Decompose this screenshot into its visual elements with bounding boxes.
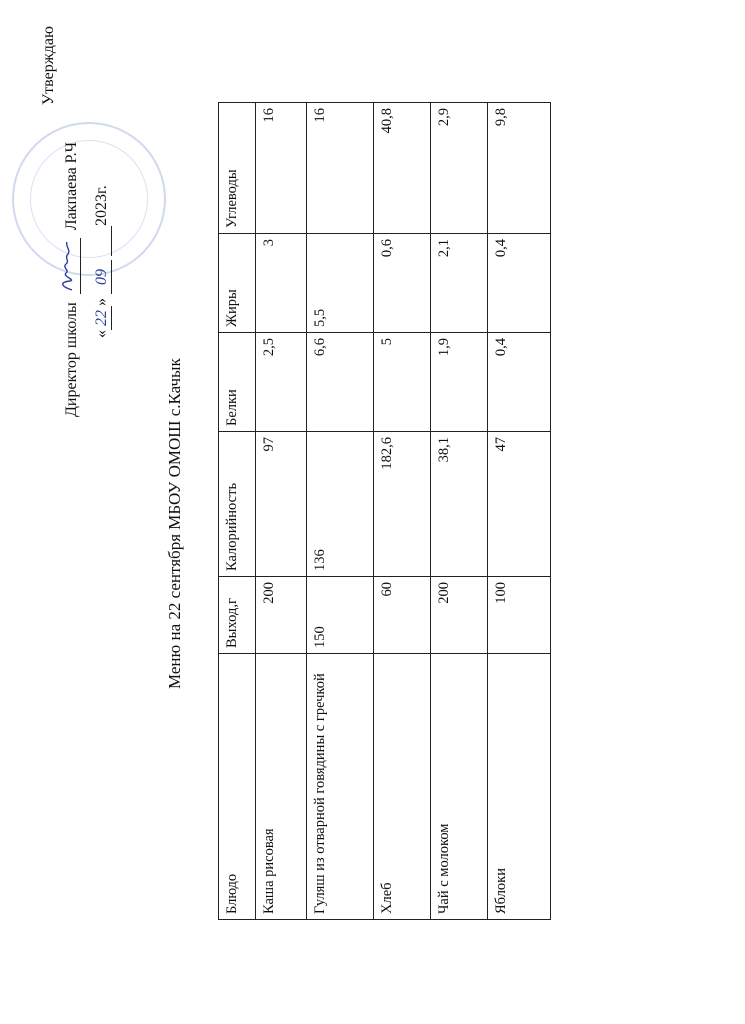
dish-cell: Гуляш из отварной говядины с гречкой — [307, 654, 374, 920]
table-row — [488, 103, 551, 920]
header-cell: Белки — [219, 333, 256, 432]
yield-cell: 200 — [431, 577, 488, 654]
protein-cell: 2,5 — [256, 333, 307, 432]
approval-day: 22 — [93, 306, 112, 330]
approval-blank — [93, 226, 112, 256]
table-row — [431, 103, 488, 920]
table-row — [256, 103, 307, 920]
approval-month: 09 — [93, 260, 112, 294]
table-row — [307, 103, 374, 920]
menu-table — [218, 102, 551, 920]
fat-cell: 3 — [256, 234, 307, 333]
header-cell: Жиры — [219, 234, 256, 333]
approve-label: Утверждаю — [40, 26, 57, 106]
director-label: Директор школы — [63, 302, 80, 417]
header-cell: Калорийность — [219, 432, 256, 577]
dish-cell: Чай с молоком — [431, 654, 488, 920]
dish-cell: Каша рисовая — [256, 654, 307, 920]
director-name: Лакпаева Р.Ч — [63, 142, 80, 231]
official-stamp — [12, 122, 166, 276]
signature — [62, 238, 81, 294]
director-line — [62, 142, 81, 417]
approval-year: 2023г. — [93, 185, 110, 226]
calories-cell: 47 — [488, 432, 551, 577]
yield-cell: 200 — [256, 577, 307, 654]
approval-date: «22» 09 2023г. — [93, 185, 110, 338]
dish-cell: Яблоки — [488, 654, 551, 920]
calories-cell: 38,1 — [431, 432, 488, 577]
protein-cell: 5 — [374, 333, 431, 432]
fat-cell: 0,4 — [488, 234, 551, 333]
table-row — [374, 103, 431, 920]
yield-cell: 60 — [374, 577, 431, 654]
carbs-cell: 16 — [307, 103, 374, 234]
calories-cell: 136 — [307, 432, 374, 577]
menu-title: Меню на 22 сентября МБОУ ОМОШ с.Качык — [165, 358, 184, 689]
fat-cell: 0,6 — [374, 234, 431, 333]
protein-cell: 1,9 — [431, 333, 488, 432]
carbs-cell: 16 — [256, 103, 307, 234]
yield-cell: 150 — [307, 577, 374, 654]
header-cell: Выход,г — [219, 577, 256, 654]
calories-cell: 97 — [256, 432, 307, 577]
carbs-cell: 40,8 — [374, 103, 431, 234]
header-cell: Углеводы — [219, 103, 256, 234]
header-cell: Блюдо — [219, 654, 256, 920]
protein-cell: 6,6 — [307, 333, 374, 432]
fat-cell: 2,1 — [431, 234, 488, 333]
carbs-cell: 9,8 — [488, 103, 551, 234]
table-header-row — [219, 103, 256, 920]
carbs-cell: 2,9 — [431, 103, 488, 234]
calories-cell: 182,6 — [374, 432, 431, 577]
fat-cell: 5,5 — [307, 234, 374, 333]
protein-cell: 0,4 — [488, 333, 551, 432]
dish-cell: Хлеб — [374, 654, 431, 920]
yield-cell: 100 — [488, 577, 551, 654]
